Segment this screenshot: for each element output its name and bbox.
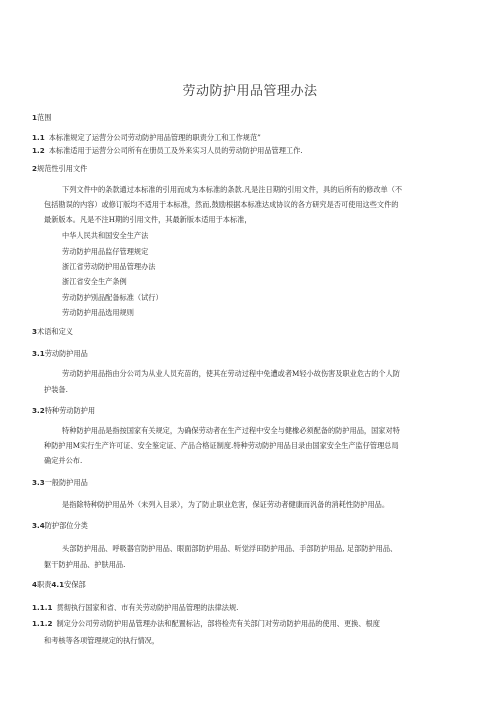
definition-title: 防护部位分类 bbox=[44, 521, 88, 530]
document-title: 劳动防护用品管理办法 bbox=[182, 84, 318, 99]
definition-number: 3.4 bbox=[32, 521, 45, 530]
section-title: 职责 bbox=[37, 580, 52, 589]
section-title: 规范性引用文件 bbox=[37, 164, 88, 173]
paragraph-line: 和考核等各项管理规定的执行情况， bbox=[44, 636, 160, 645]
clause-1-2 bbox=[32, 146, 303, 156]
paragraph-line: 特种防护用品是指按国家有关规定，为确保劳动者在生产过程中安全与健橡必须配备的防护用品，国家对特 bbox=[62, 426, 400, 435]
subsection-title: 安保部 bbox=[64, 580, 86, 589]
clause-text: 本标准适用于运营分公司所有在册员工及外来实习人员的劳动防护用品管理工作. bbox=[48, 146, 303, 155]
clause-1-1-1 bbox=[32, 603, 238, 613]
paragraph-line: 劳动防护用品指由分公司为从业人员充苗的，使其在劳动过程中免遭或者M轻小故伤害及职业危古的个人防 bbox=[62, 369, 400, 378]
paragraph-line: 包括勘误的内容）或修订版均不适用于本标准，然而,鼓励根据本标准达成协议的各方研究是否可使用这些文件的 bbox=[44, 200, 399, 209]
definition-title: 特种劳动防护用 bbox=[44, 406, 96, 415]
section-number: 1 bbox=[32, 113, 38, 122]
clause-1-1 bbox=[32, 133, 261, 143]
section-number: 3 bbox=[32, 327, 38, 336]
clause-text: 制定分公司劳动防护用品管理办法和配置标沾，部将检壳有关部门对劳动防护用品的使用、更换、根度 bbox=[56, 619, 380, 628]
clause-number: 1.1 bbox=[32, 133, 45, 142]
paragraph-line: 确定并公布. bbox=[44, 456, 83, 465]
clause-text: 贯彻执行国家和省、市有关劳动防护用品管理的法律法规. bbox=[56, 603, 239, 612]
section-number: 2 bbox=[32, 164, 38, 173]
section-title: 范围 bbox=[37, 113, 52, 122]
definition-number: 3.2 bbox=[32, 406, 45, 415]
reference-item: 劳动防护用品监仔管理规定 bbox=[62, 247, 149, 256]
section-heading-responsibilities bbox=[32, 580, 86, 590]
definition-heading bbox=[32, 521, 88, 531]
paragraph-line: 下列文件中的条款通过本标准的引用而成为本标准的条款.凡是注日期的引用文件，具的后所有的修改单（不 bbox=[62, 185, 403, 194]
section-heading-references bbox=[32, 164, 87, 174]
reference-item: 浙江省劳动防护用品管理办法 bbox=[62, 262, 156, 271]
reference-item: 浙江省安全生产条例 bbox=[62, 277, 127, 286]
definition-heading bbox=[32, 406, 95, 416]
paragraph-line: 种防护用M实行生产许可证、安全鉴定证、产品合格证制度.特种劳动防护用品目录由国家安全生产监仔管理总局 bbox=[44, 441, 399, 450]
section-number: 4 bbox=[32, 580, 38, 589]
paragraph-line: 护装备. bbox=[44, 385, 68, 394]
paragraph-line: 是指除特种防护用品外（未列入目录），为了防止职业危害，保证劳动者健康而汎备的消耗性防护用品。 bbox=[62, 500, 390, 509]
section-heading-definitions bbox=[32, 327, 73, 337]
clause-1-1-2 bbox=[32, 619, 380, 629]
definition-heading bbox=[32, 478, 88, 488]
clause-number: 1.2 bbox=[32, 146, 45, 155]
reference-item: 中华人民共和国安全生产法 bbox=[62, 231, 149, 240]
definition-heading bbox=[32, 349, 88, 359]
reference-item: 劳动防护別品配备标准（试行） bbox=[62, 293, 163, 302]
clause-text: 本标准规定了运营分公司劳动防护用品管理的职责分工和工作规范” bbox=[48, 133, 261, 142]
subsection-number: 4.1 bbox=[51, 580, 65, 589]
definition-number: 3.1 bbox=[32, 349, 45, 358]
clause-number: 1.1.2 bbox=[32, 619, 53, 628]
definition-title: 一般防护用品 bbox=[44, 478, 88, 487]
definition-number: 3.3 bbox=[32, 478, 45, 487]
clause-number: 1.1.1 bbox=[32, 603, 53, 612]
section-heading-scope bbox=[32, 113, 51, 123]
paragraph-line: 头部防护用品、呼吸器官防护用品、眼面部防护用品、听觉浮田防护用品、手部防护用品, 足部防护用品、 bbox=[62, 544, 398, 553]
paragraph-line: 最新版本。凡是不注H期的引用文件，其最新版本适用于本标准， bbox=[44, 215, 252, 224]
reference-item: 劳动防护用品选用规则 bbox=[62, 308, 134, 317]
paragraph-line: 躯干防护用品、护肤用品. bbox=[44, 560, 126, 569]
definition-title: 劳动防护用品 bbox=[44, 349, 88, 358]
section-title: 术语和定义 bbox=[37, 327, 73, 336]
